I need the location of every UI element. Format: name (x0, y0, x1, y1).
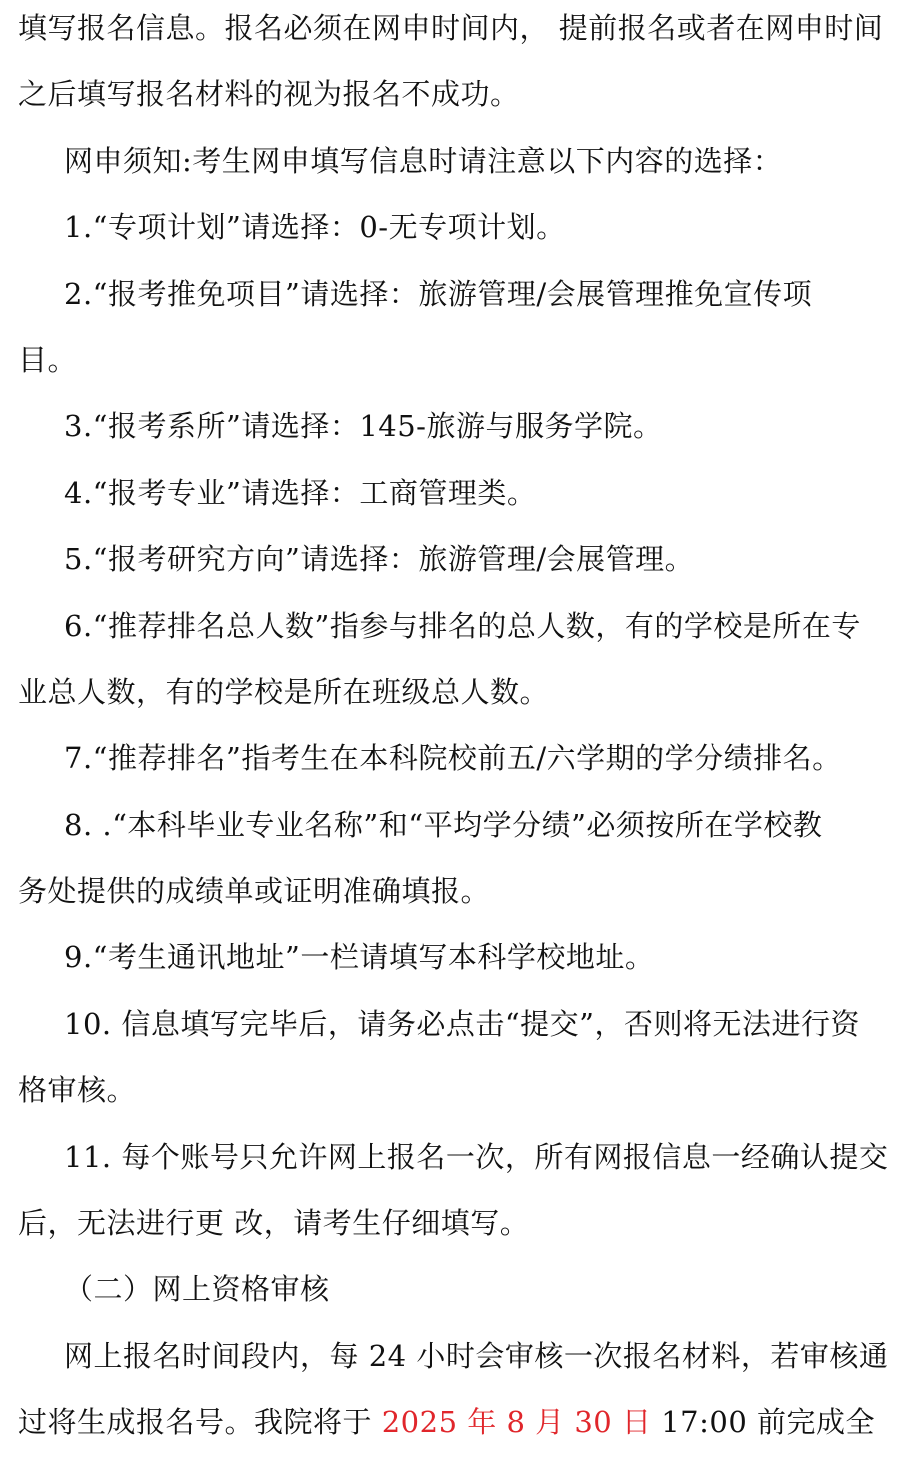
section-heading: （二）网上资格审核 (64, 1272, 330, 1307)
list-item-5: 5.“报考研究方向”请选择：旅游管理/会展管理。 (64, 542, 695, 577)
list-item-2: 2.“报考推免项目”请选择：旅游管理/会展管理推免宣传项 (64, 276, 813, 311)
text-line-2: 之后填写报名材料的视为报名不成功。 (18, 77, 520, 112)
list-item-3: 3.“报考系所”请选择：145-旅游与服务学院。 (64, 409, 663, 444)
highlighted-date: 2025 年 8 月 30 日 (381, 1405, 652, 1440)
text-line-3: 网申须知:考生网申填写信息时请注意以下内容的选择： (64, 143, 783, 178)
list-item-4: 4.“报考专业”请选择：工商管理类。 (64, 475, 537, 510)
list-item-11: 11. 每个账号只允许网上报名一次，所有网报信息一经确认提交 (64, 1139, 889, 1174)
list-item-11-cont: 后，无法进行更 改，请考生仔细填写。 (18, 1206, 530, 1241)
list-item-6: 6.“推荐排名总人数”指参与排名的总人数，有的学校是所在专 (64, 608, 861, 643)
list-item-10-cont: 格审核。 (18, 1073, 137, 1108)
last-line-after: 17:00 前完成全 (651, 1405, 875, 1440)
text-line-last (18, 1406, 898, 1439)
list-item-6-cont: 业总人数，有的学校是所在班级总人数。 (18, 674, 550, 709)
list-item-2-cont: 目。 (18, 342, 78, 377)
document-page (18, 12, 898, 1473)
last-line-before: 过将生成报名号。我院将于 (18, 1405, 382, 1440)
list-item-10: 10. 信息填写完毕后，请务必点击“提交”，否则将无法进行资 (64, 1006, 860, 1041)
list-item-7: 7.“推荐排名”指考生在本科院校前五/六学期的学分绩排名。 (64, 741, 842, 776)
list-item-8: 8. .“本科毕业专业名称”和“平均学分绩”必须按所在学校教 (64, 807, 823, 842)
text-line-1: 填写报名信息。报名必须在网申时间内， 提前报名或者在网申时间 (18, 11, 884, 45)
list-item-8-cont: 务处提供的成绩单或证明准确填报。 (18, 874, 491, 909)
list-item-1: 1.“专项计划”请选择：0-无专项计划。 (64, 210, 566, 245)
list-item-9: 9.“考生通讯地址”一栏请填写本科学校地址。 (64, 940, 655, 975)
text-line-review: 网上报名时间段内，每 24 小时会审核一次报名材料，若审核通 (64, 1338, 889, 1373)
